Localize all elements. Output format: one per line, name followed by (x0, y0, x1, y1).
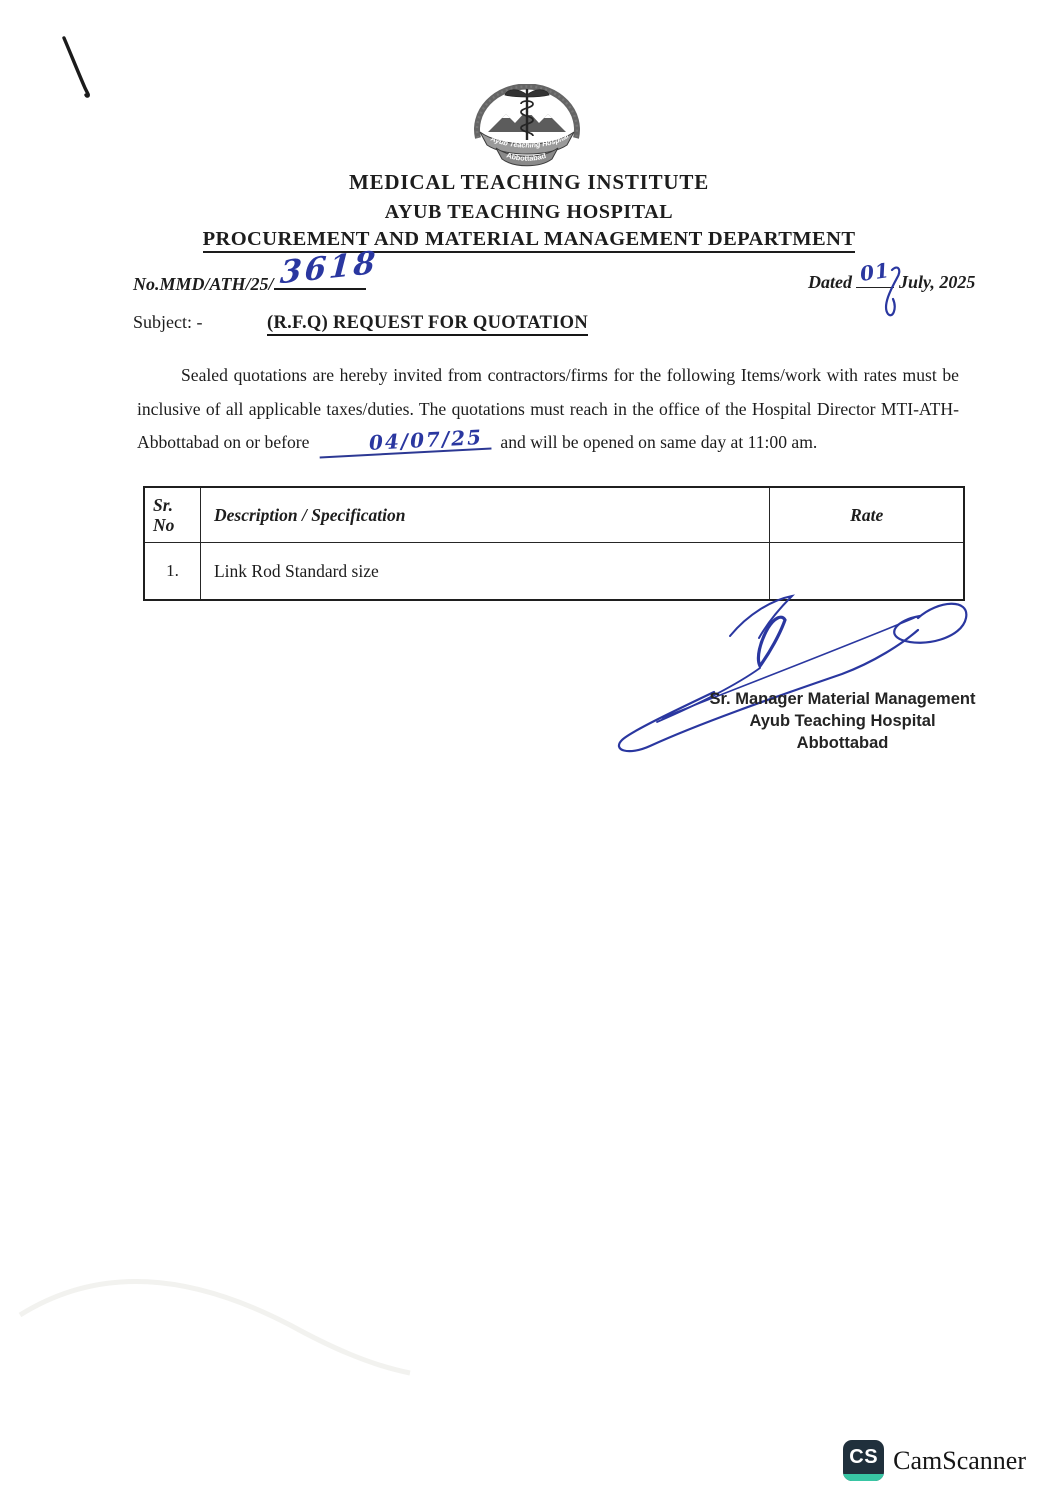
institute-title: MEDICAL TEACHING INSTITUTE (349, 170, 709, 194)
pen-mark (52, 28, 102, 103)
hospital-title: AYUB TEACHING HOSPITAL (384, 201, 674, 223)
camscanner-brand-text: CamScanner (893, 1445, 1026, 1475)
subject-line (133, 312, 588, 334)
department-title: PROCUREMENT AND MATERIAL MANAGEMENT DEPARTMENT (0, 228, 1058, 251)
caduceus-icon (505, 89, 549, 140)
signatory-org: Ayub Teaching Hospital (749, 712, 936, 730)
paragraph-text-after: and will be opened on same day at 11:00 am. (500, 432, 818, 452)
hospital-emblem-logo (460, 84, 594, 170)
paragraph-text-before: Sealed quotations are hereby invited from contractors/firms for the following Items/work with rates must be inclusive of all applicable taxes/duties. The quotations must reach in the office of the Hospital Director MTI-ATH-Abbottabad on or before (137, 365, 959, 452)
body-paragraph (137, 359, 959, 460)
reference-line (133, 244, 379, 295)
banner-bottom-text: Abbottabad (505, 150, 548, 163)
camscanner-icon (843, 1440, 884, 1481)
handwritten-deadline-date: 04/07/25 (318, 426, 491, 459)
signatory-title: Sr. Manager Material Management (709, 690, 976, 708)
banner-top-text: Ayub Teaching Hospital (489, 131, 571, 150)
header-description: Description / Specification (200, 487, 769, 543)
date-month-year: July, 2025 (899, 272, 976, 292)
subject-label: Subject: - (133, 312, 203, 332)
date-blank-line (856, 258, 894, 288)
handwritten-reference-number: 3618 (278, 244, 379, 292)
date-line (808, 258, 976, 293)
reference-label: No.MMD/ATH/25/ (133, 274, 274, 294)
header-sr-no: Sr. No (144, 487, 200, 543)
row-serial: 1. (144, 543, 200, 601)
cs-icon-letters: CS (849, 1446, 879, 1468)
quotation-table (143, 486, 965, 601)
subject-title: (R.F.Q) REQUEST FOR QUOTATION (267, 313, 588, 336)
table-header-row (144, 487, 964, 543)
reference-blank-line (274, 244, 379, 292)
camscanner-watermark (843, 1440, 1026, 1481)
handwritten-day: 01 (858, 258, 892, 286)
cs-icon-accent-bar (843, 1474, 884, 1481)
signature-block (705, 688, 980, 754)
header-rate: Rate (770, 487, 964, 543)
scan-crease-mark (10, 1255, 430, 1385)
date-label: Dated (808, 272, 852, 292)
row-description: Link Rod Standard size (200, 543, 769, 601)
signatory-city: Abbottabad (796, 734, 889, 752)
